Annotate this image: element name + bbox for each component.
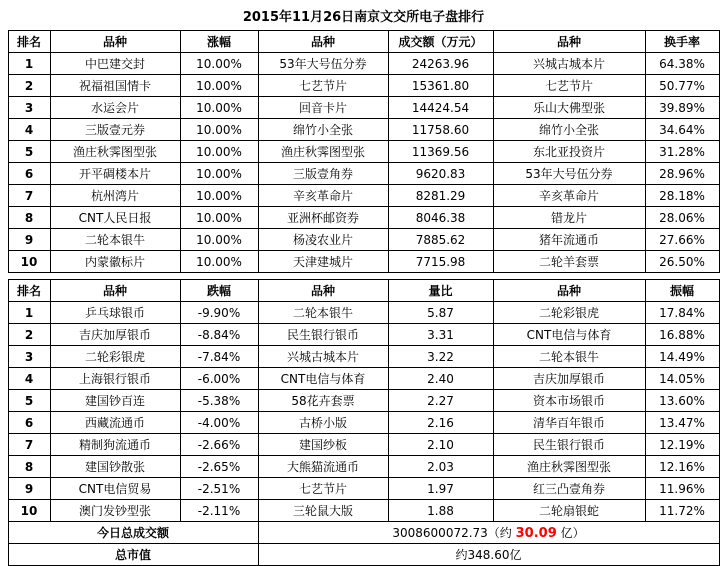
column-header-turnover-rate: 换手率 — [645, 31, 719, 53]
cell-name-3: 七艺节片 — [493, 75, 645, 97]
cell-amplitude: 11.72% — [645, 500, 719, 522]
cell-name-3: 53年大号伍分券 — [493, 163, 645, 185]
cell-amount: 24263.96 — [388, 53, 493, 75]
table-header-row — [8, 31, 719, 53]
cell-name-3: 二轮彩银虎 — [493, 302, 645, 324]
cell-amplitude: 12.19% — [645, 434, 719, 456]
table-row — [8, 75, 719, 97]
table-row — [8, 390, 719, 412]
cell-name-2: 渔庄秋霁图型张 — [258, 141, 388, 163]
cell-rank: 10 — [8, 500, 50, 522]
cell-rank: 2 — [8, 324, 50, 346]
table-row — [8, 302, 719, 324]
cell-name-1: 祝福祖国情卡 — [50, 75, 180, 97]
cell-volume-ratio: 3.31 — [388, 324, 493, 346]
cell-loss: -5.38% — [180, 390, 258, 412]
cell-name-3: CNT电信与体育 — [493, 324, 645, 346]
column-header-amplitude: 振幅 — [645, 280, 719, 302]
column-header-rank: 排名 — [8, 280, 50, 302]
cell-amplitude: 14.05% — [645, 368, 719, 390]
cell-name-2: 58花卉套票 — [258, 390, 388, 412]
cell-rank: 8 — [8, 456, 50, 478]
cell-volume-ratio: 2.40 — [388, 368, 493, 390]
cell-name-1: 建国钞散张 — [50, 456, 180, 478]
cell-gain: 10.00% — [180, 185, 258, 207]
cell-volume-ratio: 2.16 — [388, 412, 493, 434]
cell-gain: 10.00% — [180, 251, 258, 273]
column-header-name-2: 品种 — [258, 280, 388, 302]
cell-turnover-rate: 39.89% — [645, 97, 719, 119]
cell-name-2: 兴城古城本片 — [258, 346, 388, 368]
cell-name-1: 乒乓球银币 — [50, 302, 180, 324]
losers-table — [8, 279, 720, 522]
cell-name-2: 七艺节片 — [258, 478, 388, 500]
cell-name-1: 三版壹元券 — [50, 119, 180, 141]
cell-loss: -6.00% — [180, 368, 258, 390]
cell-rank: 2 — [8, 75, 50, 97]
cell-name-2: 建国纱板 — [258, 434, 388, 456]
table-row — [8, 324, 719, 346]
cell-name-3: 二轮扇银蛇 — [493, 500, 645, 522]
cell-name-1: 二轮彩银虎 — [50, 346, 180, 368]
cell-name-3: 红三凸壹角券 — [493, 478, 645, 500]
gainers-table — [8, 30, 720, 273]
cell-name-2: 七艺节片 — [258, 75, 388, 97]
total-amount-value — [258, 522, 719, 544]
cell-name-2: 二轮本银牛 — [258, 302, 388, 324]
cell-turnover-rate: 28.06% — [645, 207, 719, 229]
cell-name-1: 上海银行银币 — [50, 368, 180, 390]
cell-amount: 9620.83 — [388, 163, 493, 185]
total-amount-prefix: 3008600072.73（约 — [392, 526, 512, 540]
cell-name-1: 二轮本银牛 — [50, 229, 180, 251]
cell-name-2: 杨凌农业片 — [258, 229, 388, 251]
cell-gain: 10.00% — [180, 53, 258, 75]
cell-amplitude: 17.84% — [645, 302, 719, 324]
cell-name-3: 民生银行银币 — [493, 434, 645, 456]
table-row — [8, 97, 719, 119]
cell-loss: -2.11% — [180, 500, 258, 522]
column-header-gain: 涨幅 — [180, 31, 258, 53]
cell-name-3: 资本市场银币 — [493, 390, 645, 412]
cell-name-3: 辛亥革命片 — [493, 185, 645, 207]
cell-volume-ratio: 2.27 — [388, 390, 493, 412]
cell-name-2: 民生银行银币 — [258, 324, 388, 346]
cell-loss: -7.84% — [180, 346, 258, 368]
cell-loss: -8.84% — [180, 324, 258, 346]
cell-rank: 1 — [8, 53, 50, 75]
cell-rank: 10 — [8, 251, 50, 273]
table-row — [8, 163, 719, 185]
cell-turnover-rate: 27.66% — [645, 229, 719, 251]
cell-amount: 14424.54 — [388, 97, 493, 119]
total-amount-highlight: 30.09 — [515, 526, 557, 541]
cell-volume-ratio: 1.88 — [388, 500, 493, 522]
table-row — [8, 346, 719, 368]
cell-turnover-rate: 26.50% — [645, 251, 719, 273]
table-row — [8, 229, 719, 251]
cell-loss: -9.90% — [180, 302, 258, 324]
cell-amount: 15361.80 — [388, 75, 493, 97]
cell-name-3: 渔庄秋霁图型张 — [493, 456, 645, 478]
cell-rank: 3 — [8, 97, 50, 119]
cell-rank: 6 — [8, 163, 50, 185]
cell-gain: 10.00% — [180, 75, 258, 97]
cell-volume-ratio: 2.03 — [388, 456, 493, 478]
cell-name-2: 三版壹角券 — [258, 163, 388, 185]
column-header-name-3: 品种 — [493, 31, 645, 53]
cell-name-1: 开平碉楼本片 — [50, 163, 180, 185]
cell-gain: 10.00% — [180, 119, 258, 141]
cell-name-3: 吉庆加厚银币 — [493, 368, 645, 390]
cell-name-2: 古桥小版 — [258, 412, 388, 434]
cell-turnover-rate: 28.18% — [645, 185, 719, 207]
page-title: 2015年11月26日南京文交所电子盘排行 — [242, 10, 485, 25]
cell-name-3: 错龙片 — [493, 207, 645, 229]
cell-gain: 10.00% — [180, 229, 258, 251]
total-amount-suffix: 亿） — [560, 526, 585, 540]
column-header-name-3: 品种 — [493, 280, 645, 302]
cell-name-3: 二轮羊套票 — [493, 251, 645, 273]
cell-name-1: 杭州湾片 — [50, 185, 180, 207]
cell-rank: 5 — [8, 141, 50, 163]
cell-name-1: CNT电信贸易 — [50, 478, 180, 500]
cell-name-1: 建国钞百连 — [50, 390, 180, 412]
cell-amplitude: 11.96% — [645, 478, 719, 500]
cell-name-1: 精制狗流通币 — [50, 434, 180, 456]
cell-turnover-rate: 64.38% — [645, 53, 719, 75]
cell-name-3: 清华百年银币 — [493, 412, 645, 434]
cell-rank: 3 — [8, 346, 50, 368]
column-header-name-1: 品种 — [50, 280, 180, 302]
cell-name-1: 中巴建交封 — [50, 53, 180, 75]
cell-volume-ratio: 2.10 — [388, 434, 493, 456]
cell-amplitude: 13.60% — [645, 390, 719, 412]
cell-name-2: 绵竹小全张 — [258, 119, 388, 141]
cell-amount: 11758.60 — [388, 119, 493, 141]
cell-name-2: 回音卡片 — [258, 97, 388, 119]
table-row — [8, 412, 719, 434]
cell-name-1: CNT人民日报 — [50, 207, 180, 229]
cell-name-3: 乐山大佛型张 — [493, 97, 645, 119]
cell-name-2: 亚洲杯邮资券 — [258, 207, 388, 229]
table-row — [8, 500, 719, 522]
cell-amount: 7885.62 — [388, 229, 493, 251]
cell-turnover-rate: 34.64% — [645, 119, 719, 141]
cell-rank: 4 — [8, 119, 50, 141]
table-row — [8, 456, 719, 478]
table-row — [8, 251, 719, 273]
cell-amplitude: 14.49% — [645, 346, 719, 368]
table-row — [8, 368, 719, 390]
cell-gain: 10.00% — [180, 163, 258, 185]
cell-rank: 5 — [8, 390, 50, 412]
cell-rank: 4 — [8, 368, 50, 390]
total-amount-row — [8, 522, 719, 544]
cell-loss: -2.65% — [180, 456, 258, 478]
cell-name-3: 猪年流通币 — [493, 229, 645, 251]
cell-volume-ratio: 1.97 — [388, 478, 493, 500]
cell-name-3: 绵竹小全张 — [493, 119, 645, 141]
cell-rank: 7 — [8, 185, 50, 207]
cell-rank: 9 — [8, 478, 50, 500]
totals-table — [8, 521, 720, 566]
cell-turnover-rate: 28.96% — [645, 163, 719, 185]
column-header-turnover-amount: 成交额（万元） — [388, 31, 493, 53]
column-header-name-2: 品种 — [258, 31, 388, 53]
total-amount-label: 今日总成交额 — [8, 522, 258, 544]
cell-rank: 6 — [8, 412, 50, 434]
cell-name-3: 二轮本银牛 — [493, 346, 645, 368]
cell-amplitude: 13.47% — [645, 412, 719, 434]
cell-name-1: 内蒙徽标片 — [50, 251, 180, 273]
cell-gain: 10.00% — [180, 97, 258, 119]
column-header-loss: 跌幅 — [180, 280, 258, 302]
cell-rank: 9 — [8, 229, 50, 251]
table-row — [8, 53, 719, 75]
column-header-volume-ratio: 量比 — [388, 280, 493, 302]
cell-amount: 8046.38 — [388, 207, 493, 229]
cell-name-1: 澳门发钞型张 — [50, 500, 180, 522]
cell-name-2: 三轮鼠大版 — [258, 500, 388, 522]
table-row — [8, 141, 719, 163]
cell-name-2: 大熊猫流通币 — [258, 456, 388, 478]
table-row — [8, 185, 719, 207]
cell-rank: 1 — [8, 302, 50, 324]
cell-amount: 7715.98 — [388, 251, 493, 273]
market-cap-label: 总市值 — [8, 544, 258, 566]
cell-amount: 8281.29 — [388, 185, 493, 207]
cell-turnover-rate: 50.77% — [645, 75, 719, 97]
table-row — [8, 119, 719, 141]
cell-name-2: 53年大号伍分券 — [258, 53, 388, 75]
cell-amplitude: 12.16% — [645, 456, 719, 478]
cell-name-1: 西藏流通币 — [50, 412, 180, 434]
cell-name-1: 渔庄秋霁图型张 — [50, 141, 180, 163]
table-row — [8, 434, 719, 456]
market-cap-row — [8, 544, 719, 566]
cell-volume-ratio: 5.87 — [388, 302, 493, 324]
cell-name-3: 东北亚投资片 — [493, 141, 645, 163]
table-header-row — [8, 280, 719, 302]
table-row — [8, 207, 719, 229]
cell-name-2: 辛亥革命片 — [258, 185, 388, 207]
cell-amount: 11369.56 — [388, 141, 493, 163]
market-cap-value: 约348.60亿 — [258, 544, 719, 566]
cell-name-1: 水运会片 — [50, 97, 180, 119]
cell-rank: 7 — [8, 434, 50, 456]
cell-name-2: 天津建城片 — [258, 251, 388, 273]
cell-amplitude: 16.88% — [645, 324, 719, 346]
cell-gain: 10.00% — [180, 141, 258, 163]
cell-loss: -4.00% — [180, 412, 258, 434]
cell-name-2: CNT电信与体育 — [258, 368, 388, 390]
cell-volume-ratio: 3.22 — [388, 346, 493, 368]
column-header-name-1: 品种 — [50, 31, 180, 53]
cell-turnover-rate: 31.28% — [645, 141, 719, 163]
table-row — [8, 478, 719, 500]
column-header-rank: 排名 — [8, 31, 50, 53]
cell-name-1: 吉庆加厚银币 — [50, 324, 180, 346]
cell-gain: 10.00% — [180, 207, 258, 229]
cell-rank: 8 — [8, 207, 50, 229]
cell-name-3: 兴城古城本片 — [493, 53, 645, 75]
cell-loss: -2.66% — [180, 434, 258, 456]
cell-loss: -2.51% — [180, 478, 258, 500]
